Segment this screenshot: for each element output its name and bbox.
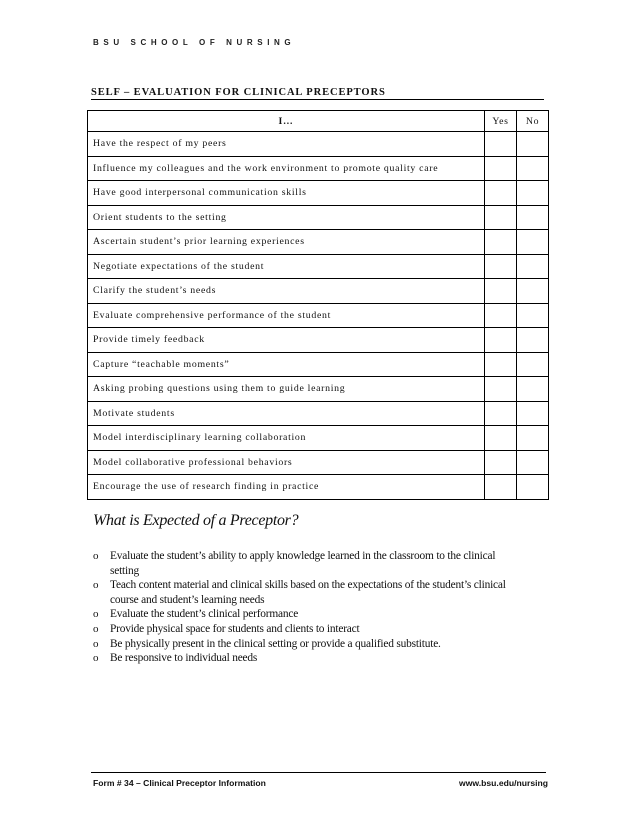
no-cell[interactable] <box>517 303 549 328</box>
circle-bullet-icon: o <box>93 608 99 621</box>
no-cell[interactable] <box>517 230 549 255</box>
circle-bullet-icon: o <box>93 637 99 650</box>
no-cell[interactable] <box>517 156 549 181</box>
page-header: BSU SCHOOL OF NURSING <box>93 38 296 47</box>
evaluation-item: Influence my colleagues and the work environment to promote quality care <box>88 156 485 181</box>
evaluation-item: Have the respect of my peers <box>88 132 485 157</box>
evaluation-item: Encourage the use of research finding in practice <box>88 475 485 500</box>
table-row <box>88 352 549 377</box>
no-cell[interactable] <box>517 181 549 206</box>
yes-cell[interactable] <box>485 303 517 328</box>
no-cell[interactable] <box>517 426 549 451</box>
evaluation-item: Clarify the student’s needs <box>88 279 485 304</box>
table-row <box>88 475 549 500</box>
no-cell[interactable] <box>517 352 549 377</box>
evaluation-item: Provide timely feedback <box>88 328 485 353</box>
table-row <box>88 156 549 181</box>
yes-cell[interactable] <box>485 401 517 426</box>
evaluation-item: Model interdisciplinary learning collaboration <box>88 426 485 451</box>
evaluation-title: SELF – EVALUATION FOR CLINICAL PRECEPTORS <box>91 87 544 100</box>
footer-divider <box>91 772 546 773</box>
expectations-list <box>93 549 523 666</box>
table-row <box>88 303 549 328</box>
no-cell[interactable] <box>517 450 549 475</box>
no-cell[interactable] <box>517 475 549 500</box>
yes-cell[interactable] <box>485 328 517 353</box>
no-cell[interactable] <box>517 328 549 353</box>
table-row <box>88 181 549 206</box>
circle-bullet-icon: o <box>93 652 99 665</box>
footer-url[interactable]: www.bsu.edu/nursing <box>459 778 548 788</box>
evaluation-item: Negotiate expectations of the student <box>88 254 485 279</box>
table-row <box>88 132 549 157</box>
table-header-row <box>88 111 549 132</box>
list-item-text: Evaluate the student’s ability to apply knowledge learned in the classroom to the clinical setting <box>110 550 496 577</box>
list-item-text: Teach content material and clinical skills based on the expectations of the student’s clinical course and student’s learning needs <box>110 579 506 606</box>
circle-bullet-icon: o <box>93 579 99 592</box>
column-header-yes: Yes <box>485 111 517 132</box>
no-cell[interactable] <box>517 132 549 157</box>
yes-cell[interactable] <box>485 475 517 500</box>
list-item <box>93 578 523 607</box>
expectations-title: What is Expected of a Preceptor? <box>93 512 299 529</box>
table-row <box>88 328 549 353</box>
evaluation-item: Have good interpersonal communication skills <box>88 181 485 206</box>
yes-cell[interactable] <box>485 352 517 377</box>
yes-cell[interactable] <box>485 279 517 304</box>
evaluation-item: Asking probing questions using them to guide learning <box>88 377 485 402</box>
evaluation-item: Orient students to the setting <box>88 205 485 230</box>
no-cell[interactable] <box>517 254 549 279</box>
list-item <box>93 549 523 578</box>
table-row <box>88 254 549 279</box>
table-row <box>88 450 549 475</box>
evaluation-item: Evaluate comprehensive performance of the student <box>88 303 485 328</box>
yes-cell[interactable] <box>485 156 517 181</box>
table-row <box>88 279 549 304</box>
table-row <box>88 426 549 451</box>
yes-cell[interactable] <box>485 450 517 475</box>
yes-cell[interactable] <box>485 254 517 279</box>
yes-cell[interactable] <box>485 377 517 402</box>
table-row <box>88 205 549 230</box>
circle-bullet-icon: o <box>93 550 99 562</box>
no-cell[interactable] <box>517 401 549 426</box>
yes-cell[interactable] <box>485 230 517 255</box>
column-header-no: No <box>517 111 549 132</box>
yes-cell[interactable] <box>485 426 517 451</box>
table-row <box>88 230 549 255</box>
yes-cell[interactable] <box>485 205 517 230</box>
list-item <box>93 651 523 666</box>
list-item-text: Provide physical space for students and clients to interact <box>110 622 360 635</box>
no-cell[interactable] <box>517 279 549 304</box>
yes-cell[interactable] <box>485 181 517 206</box>
table-row <box>88 377 549 402</box>
form-label: Form # 34 – Clinical Preceptor Information <box>93 778 266 788</box>
evaluation-item: Motivate students <box>88 401 485 426</box>
self-evaluation-table <box>87 110 549 500</box>
no-cell[interactable] <box>517 205 549 230</box>
yes-cell[interactable] <box>485 132 517 157</box>
list-item <box>93 622 523 637</box>
list-item <box>93 637 523 652</box>
list-item-text: Be responsive to individual needs <box>110 652 258 665</box>
table-row <box>88 401 549 426</box>
no-cell[interactable] <box>517 377 549 402</box>
evaluation-item: Ascertain student’s prior learning experiences <box>88 230 485 255</box>
evaluation-item: Model collaborative professional behaviors <box>88 450 485 475</box>
column-header-item: I… <box>88 111 485 132</box>
circle-bullet-icon: o <box>93 622 99 635</box>
list-item-text: Evaluate the student’s clinical performance <box>110 608 299 621</box>
evaluation-item: Capture “teachable moments” <box>88 352 485 377</box>
list-item <box>93 607 523 622</box>
list-item-text: Be physically present in the clinical setting or provide a qualified substitute. <box>110 637 441 650</box>
